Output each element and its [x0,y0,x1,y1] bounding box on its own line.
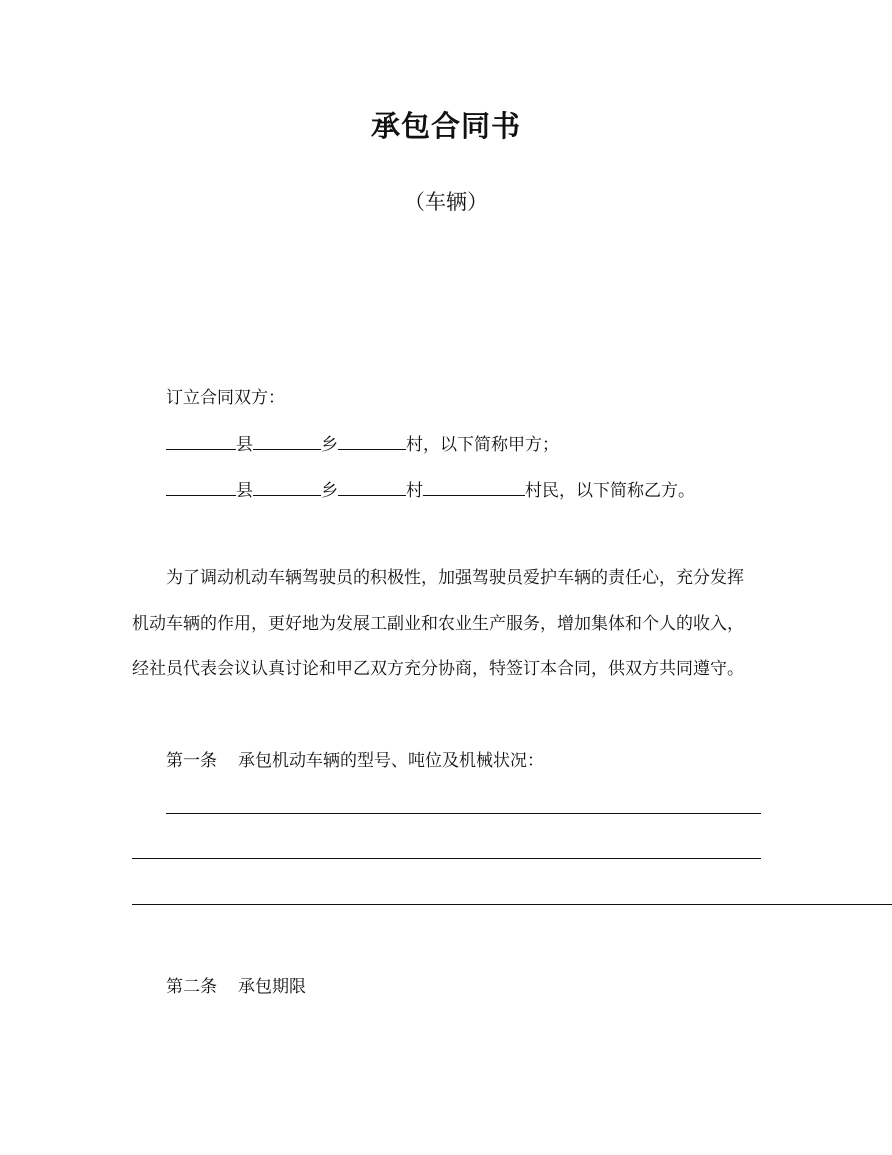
party-a-county-label: 县 [236,435,253,455]
party-a-line [166,432,559,457]
party-a-township-label: 乡 [321,435,338,455]
party-a-village-label: 村，以下简称甲方； [406,435,559,455]
article-1-fill-line-3[interactable] [132,904,892,905]
article-2-heading [166,975,306,999]
document-title: 承包合同书 [370,109,521,143]
parties-heading: 订立合同双方： [166,388,285,408]
party-a-county-blank[interactable] [166,432,236,450]
party-b-name-blank[interactable] [423,478,525,496]
party-b-township-blank[interactable] [253,478,321,496]
party-b-township-label: 乡 [321,481,338,501]
preamble-line-3: 经社员代表会议认真讨论和甲乙双方充分协商，特签订本合同，供双方共同遵守。 [132,659,744,679]
article-1-heading [166,749,544,773]
party-b-village-blank[interactable] [338,478,406,496]
party-b-county-blank[interactable] [166,478,236,496]
preamble-line-2: 机动车辆的作用，更好地为发展工副业和农业生产服务，增加集体和个人的收入， [132,614,744,634]
article-1-number: 第一条 [166,751,217,771]
article-2-number: 第二条 [166,977,217,997]
party-b-county-label: 县 [236,481,253,501]
party-b-villager-label: 村民，以下简称乙方。 [525,481,695,501]
article-1-title: 承包机动车辆的型号、吨位及机械状况： [238,751,544,771]
party-a-township-blank[interactable] [253,432,321,450]
article-1-fill-line-2[interactable] [132,858,761,859]
article-1-fill-line-1[interactable] [166,813,761,814]
article-2-title: 承包期限 [238,977,306,997]
party-b-village-label: 村 [406,481,423,501]
preamble-line-1: 为了调动机动车辆驾驶员的积极性，加强驾驶员爱护车辆的责任心，充分发挥 [166,568,744,588]
document-subtitle: （车辆） [404,190,488,214]
party-b-line [166,478,695,503]
party-a-village-blank[interactable] [338,432,406,450]
